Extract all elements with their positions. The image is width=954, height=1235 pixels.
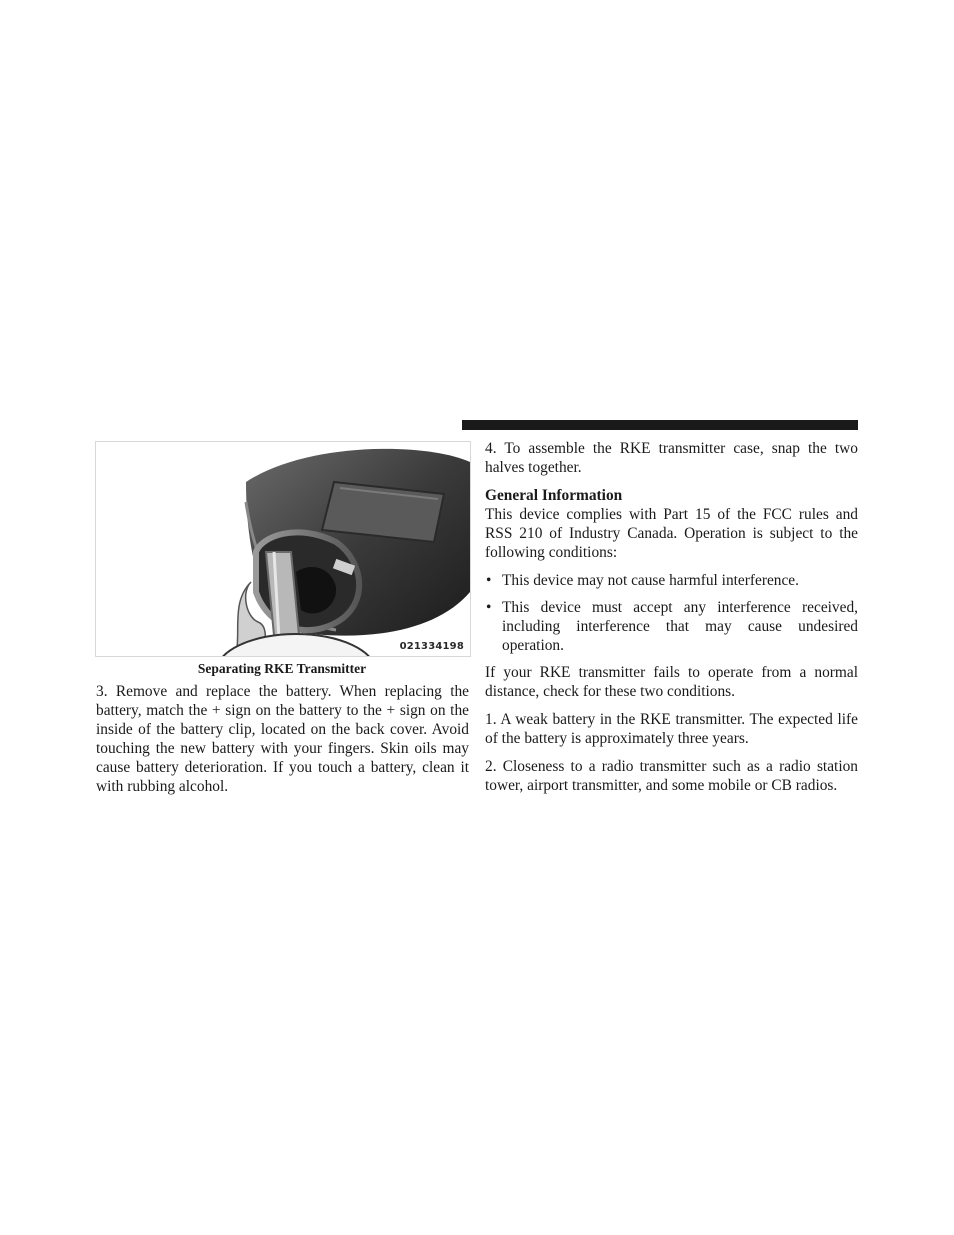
step-3-paragraph: 3. Remove and replace the battery. When replacing the battery, match the + sign on the battery to the + sign on the inside of the battery clip, located on the back cover. Avoid touching the new battery with your fingers. Skin oils may cause battery deterioration. If you touch a battery, clean it with rubbing alcohol. xyxy=(96,683,469,795)
general-information-heading: General Information xyxy=(485,487,623,504)
bullet-dot-icon: • xyxy=(486,599,492,616)
bullet-dot-icon: • xyxy=(486,572,492,589)
bullet-item xyxy=(485,598,858,655)
rke-transmitter-illustration xyxy=(96,442,470,656)
figure-image-code: 021334198 xyxy=(399,641,464,652)
condition-1-paragraph: 1. A weak battery in the RKE transmitter. The expected life of the battery is approximately three years. xyxy=(485,711,858,747)
bullet-text: This device must accept any interference received, including interference that may cause undesired operation. xyxy=(502,599,858,654)
step-4-paragraph: 4. To assemble the RKE transmitter case, snap the two halves together. xyxy=(485,440,858,476)
section-header-bar xyxy=(462,420,858,430)
bullet-item xyxy=(485,571,858,590)
condition-2-paragraph: 2. Closeness to a radio transmitter such as a radio station tower, airport transmitter, and some mobile or CB radios. xyxy=(485,758,858,794)
failure-paragraph: If your RKE transmitter fails to operate from a normal distance, check for these two conditions. xyxy=(485,664,858,700)
rke-transmitter-figure xyxy=(95,441,471,657)
bullet-text: This device may not cause harmful interference. xyxy=(502,572,799,589)
figure-caption: Separating RKE Transmitter xyxy=(197,661,367,676)
fcc-intro-paragraph: This device complies with Part 15 of the FCC rules and RSS 210 of Industry Canada. Operation is subject to the following conditions: xyxy=(485,506,858,561)
